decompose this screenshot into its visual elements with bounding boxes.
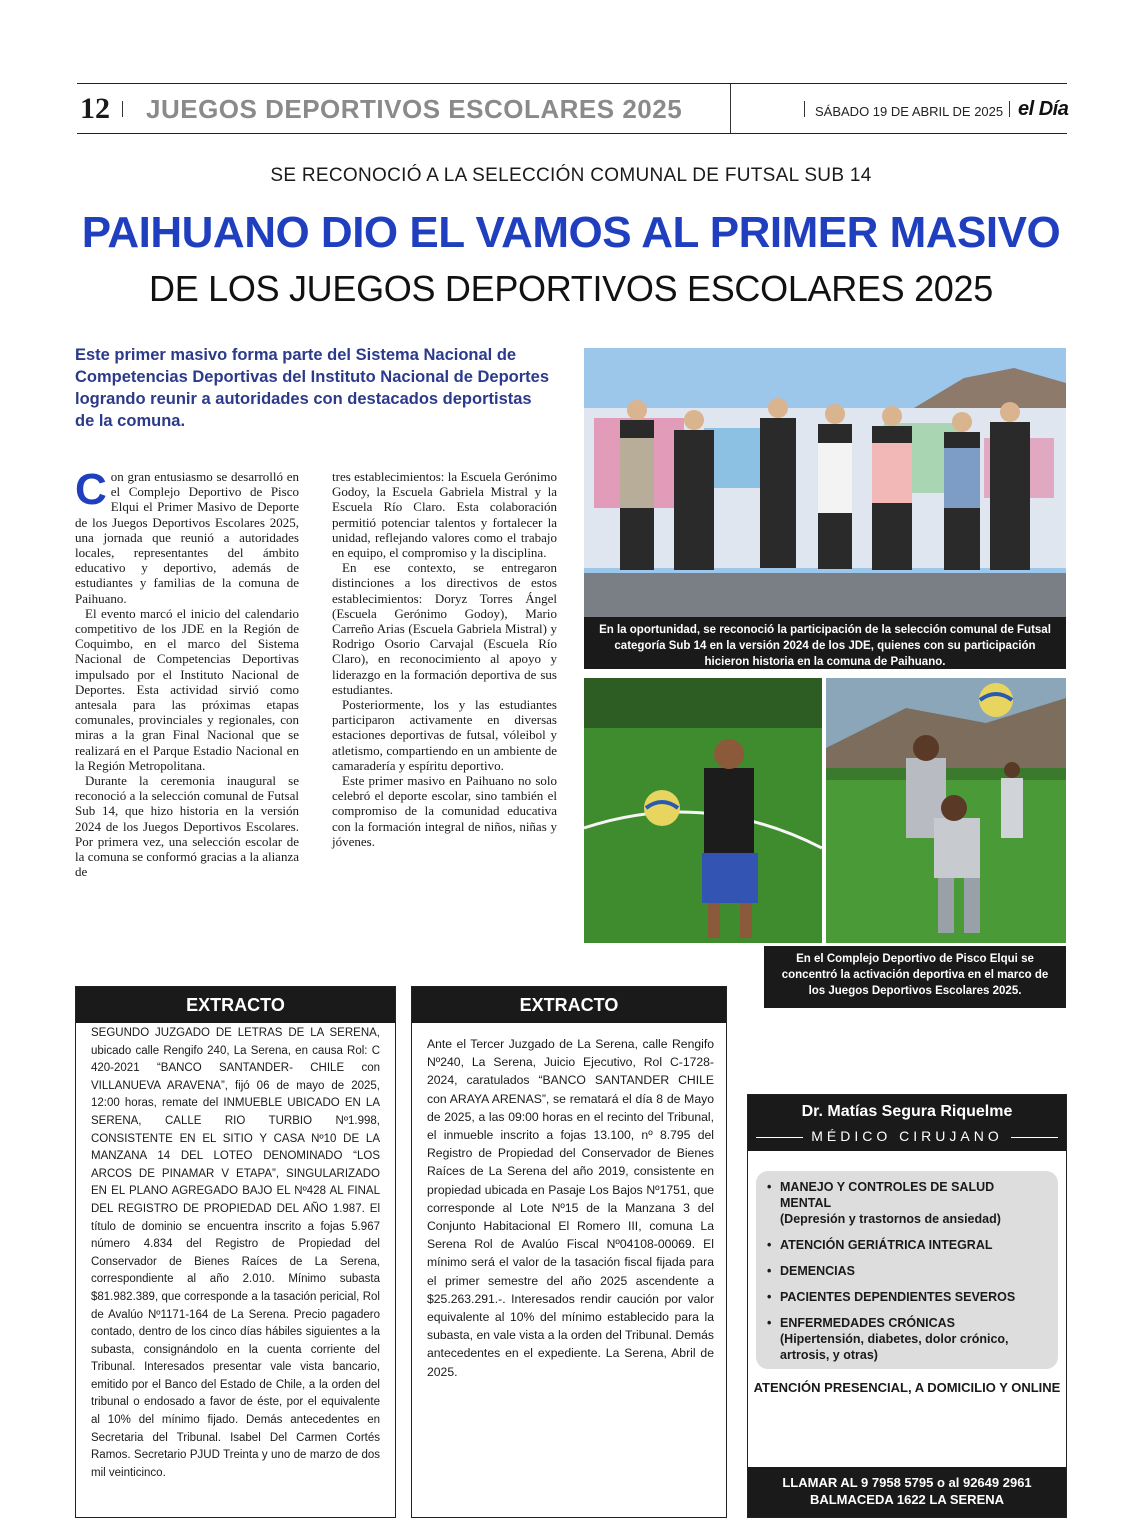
paragraph: tres establecimientos: la Escuela Gerónimo Godoy, la Escuela Gabriela Mistral y la Escuela Río Claro. Esta colaboración permitió potenciar talentos y fortalecer la unidad, reflejando valores como el trabajo en equipo, el compromiso y la disciplina. <box>332 469 557 561</box>
paragraph: Durante la ceremonia inaugural se reconoció a la selección comunal de Futsal Sub 14, que hizo historia en la versión 2024 de los Juegos Deportivos Escolares. Por primera vez, una selección escolar de la comuna se conformó gracias a la alianza de <box>75 773 299 880</box>
doctor-name: Dr. Matías Segura Riquelme <box>801 1103 1013 1120</box>
article-lead: Este primer masivo forma parte del Sistema Nacional de Competencias Deportivas del Instituto Nacional de Deportes logrando reunir a autoridades con destacados deportistas de la comuna. <box>75 346 550 430</box>
service-name: ATENCIÓN GERIÁTRICA INTEGRAL <box>780 1238 993 1252</box>
dropcap: C <box>75 465 107 514</box>
service-item <box>766 1179 1048 1227</box>
ad-header <box>748 1095 1066 1151</box>
photo-group-ceremony <box>584 348 1066 617</box>
service-name: ENFERMEDADES CRÓNICAS <box>780 1316 956 1330</box>
service-item <box>766 1315 1048 1363</box>
address: BALMACEDA 1622 LA SERENA <box>809 1492 1005 1507</box>
doctor-title: MÉDICO CIRUJANO <box>803 1128 1010 1144</box>
legal-notice-heading: EXTRACTO <box>76 987 395 1023</box>
newspaper-logo: el Día <box>1018 98 1069 120</box>
service-name: PACIENTES DEPENDIENTES SEVEROS <box>780 1290 1016 1304</box>
service-item <box>766 1237 1048 1253</box>
legal-notice-box <box>75 986 396 1518</box>
paragraph: Posteriormente, los y las estudiantes participaron activamente en diversas estaciones deportivas de futsal, vóleibol y atletismo, compartiendo en un ambiente de camaradería y espíritu deportivo. <box>332 697 557 773</box>
photo-boy-volleyball <box>584 678 822 943</box>
header-top-rule <box>77 83 1067 84</box>
paragraph: En ese contexto, se entregaron distinciones a los directivos de estos establecimientos: Doryz Torres Ángel (Escuela Gerónimo Godoy), Mario Carreño Arias (Escuela Gabriela Mistral) y Rodrigo Osorio Carvajal (Escuela Río Claro), en reconocimiento al apoyo y liderazgo en la formación deportiva de sus estudiantes. <box>332 560 557 697</box>
legal-notice-heading: EXTRACTO <box>412 987 726 1023</box>
header-divider <box>1009 101 1010 117</box>
service-detail: (Hipertensión, diabetes, dolor crónico, artrosis, y otras) <box>780 1332 1009 1362</box>
article-column-1 <box>75 465 299 880</box>
header-bottom-rule <box>77 133 1067 134</box>
doctor-advertisement <box>747 1094 1067 1518</box>
services-list <box>756 1171 1058 1369</box>
paragraph: on gran entusiasmo se desarrolló en el Complejo Deportivo de Pisco Elqui el Primer Masivo de Deporte de los Juegos Deportivos Escolares 2025, una jornada que reunió a autoridades locales, representantes del ámbito educativo y deportivo, además de estudiantes y familias de la comuna de Paihuano. <box>75 469 299 606</box>
headline-sub: DE LOS JUEGOS DEPORTIVOS ESCOLARES 2025 <box>149 268 993 309</box>
service-name: DEMENCIAS <box>780 1264 856 1278</box>
photo-caption: En la oportunidad, se reconoció la participación de la selección comunal de Futsal categoría Sub 14 en la versión 2024 de los JDE, quienes con su participación hicieron historia en la comuna de Paihuano. <box>584 617 1066 669</box>
legal-notice-box <box>411 986 727 1518</box>
header-divider <box>122 101 123 117</box>
paragraph: Este primer masivo en Paihuano no solo celebró el deporte escolar, sino también el compromiso de la comunidad educativa con la formación integral de niños, niñas y jóvenes. <box>332 773 557 849</box>
attention-modes: ATENCIÓN PRESENCIAL, A DOMICILIO Y ONLINE <box>753 1380 1061 1395</box>
photo-girls-volleyball <box>826 678 1066 943</box>
header-divider <box>730 84 731 133</box>
article-column-2 <box>332 469 557 849</box>
legal-notice-text: Ante el Tercer Juzgado de La Serena, calle Rengifo Nº240, La Serena, Juicio Ejecutivo, Rol C-1728-2024, caratulados “BANCO SANTANDER CHILE con ARAYA ARENAS”, se rematará el día 8 de Mayo de 2025, a las 09:00 horas en el recinto del Tribunal, el inmueble inscrito a fojas 13.100, nº 8.795 del Registro de Propiedad del Conservador de Bienes Raíces de La Serena del año 2019, consistente en propiedad ubicada en Pasaje Los Bajos Nº1751, que corresponde al Lote Nº15 de la Manzana 3 del Conjunto Habitacional El Romero III, comuna La Serena Rol de Avalúo Fiscal Nº04108-00069. El mínimo será el valor de la tasación fiscal fijada para el primer semestre del año 2025 ascendente a $25.263.291.-. Interesados rendir caución por valor equivalente al 10% del mínimo establecido para la subasta, en vale vista a la orden del Tribunal. Demás antecedentes en el expediente. La Serena, Abril de 2025. <box>427 1037 714 1379</box>
doctor-title-wrap <box>748 1128 1066 1146</box>
headline-main: PAIHUANO DIO EL VAMOS AL PRIMER MASIVO <box>81 208 1061 257</box>
service-name: MANEJO Y CONTROLES DE SALUD MENTAL <box>780 1180 995 1210</box>
service-item <box>766 1263 1048 1279</box>
legal-notice-text: SEGUNDO JUZGADO DE LETRAS DE LA SERENA, ubicado calle Rengifo 240, La Serena, en causa Rol: C 420-2021 “BANCO SANTANDER- CHILE con VILLANUEVA ARAVENA”, fijó 06 de mayo de 2025, 12:00 horas, remate del INMUEBLE UBICADO EN LA SERENA, CALLE RIO TURBIO Nº1.998, CONSISTENTE EN EL SITIO Y CASA Nº10 DE LA MANZANA 14 DEL LOTEO DENOMINADO “LOS ARCOS DE PINAMAR V ETAPA”, SINGULARIZADO EN EL PLANO AGREGADO BAJO EL Nº428 AL FINAL DEL REGISTRO DE PROPIEDAD DEL AÑO 1.987. El título de dominio se encuentra inscrito a fojas 5.967 número 4.834 del Registro de Propiedad del Conservador de Bienes Raíces de La Serena, correspondiente al año 2.010. Mínimo subasta $81.982.389, que corresponde a la tasación pericial, Rol de Avalúo Nº1171-164 de La Serena. Precio pagadero contado, dentro de los cinco días hábiles siguientes a la subasta, consignándolo en la cuenta corriente del Tribunal. Interesados presentar vale vista bancario, emitido por el Banco del Estado de Chile, a la orden del tribunal o endosado a favor de éste, por el equivalente al 10% del mínimo fijado. Demás antecedentes en Secretaria del Tribunal. Isabel Del Carmen Cortés Ramos. Secretario PJUD Treinta y uno de marzo de dos mil veinticinco. <box>91 1027 380 1479</box>
service-item <box>766 1289 1048 1305</box>
article-kicker: SE RECONOCIÓ A LA SELECCIÓN COMUNAL DE FUTSAL SUB 14 <box>270 165 872 186</box>
contact-bar <box>748 1467 1066 1517</box>
phone-numbers: LLAMAR AL 9 7958 5795 o al 92649 2961 <box>782 1475 1032 1490</box>
paragraph: El evento marcó el inicio del calendario competitivo de los JDE en la Región de Coquimbo, en el marco del Sistema Nacional de Competencias Deportivas impulsado por el Instituto Nacional de Deportes. Esta actividad sirvió como antesala para las próximas etapas comunales, provinciales y regionales, con miras a la gran Final Nacional que se realizará en el Parque Estadio Nacional en la Región Metropolitana. <box>75 605 299 773</box>
section-title: JUEGOS DEPORTIVOS ESCOLARES 2025 <box>146 94 683 124</box>
page-number: 12 <box>80 92 110 125</box>
service-detail: (Depresión y trastornos de ansiedad) <box>780 1212 1001 1226</box>
photo-caption: En el Complejo Deportivo de Pisco Elqui se concentró la activación deportiva en el marco de los Juegos Deportivos Escolares 2025. <box>764 946 1066 1008</box>
header-divider <box>804 101 805 117</box>
issue-date: SÁBADO 19 DE ABRIL DE 2025 <box>815 104 1004 119</box>
